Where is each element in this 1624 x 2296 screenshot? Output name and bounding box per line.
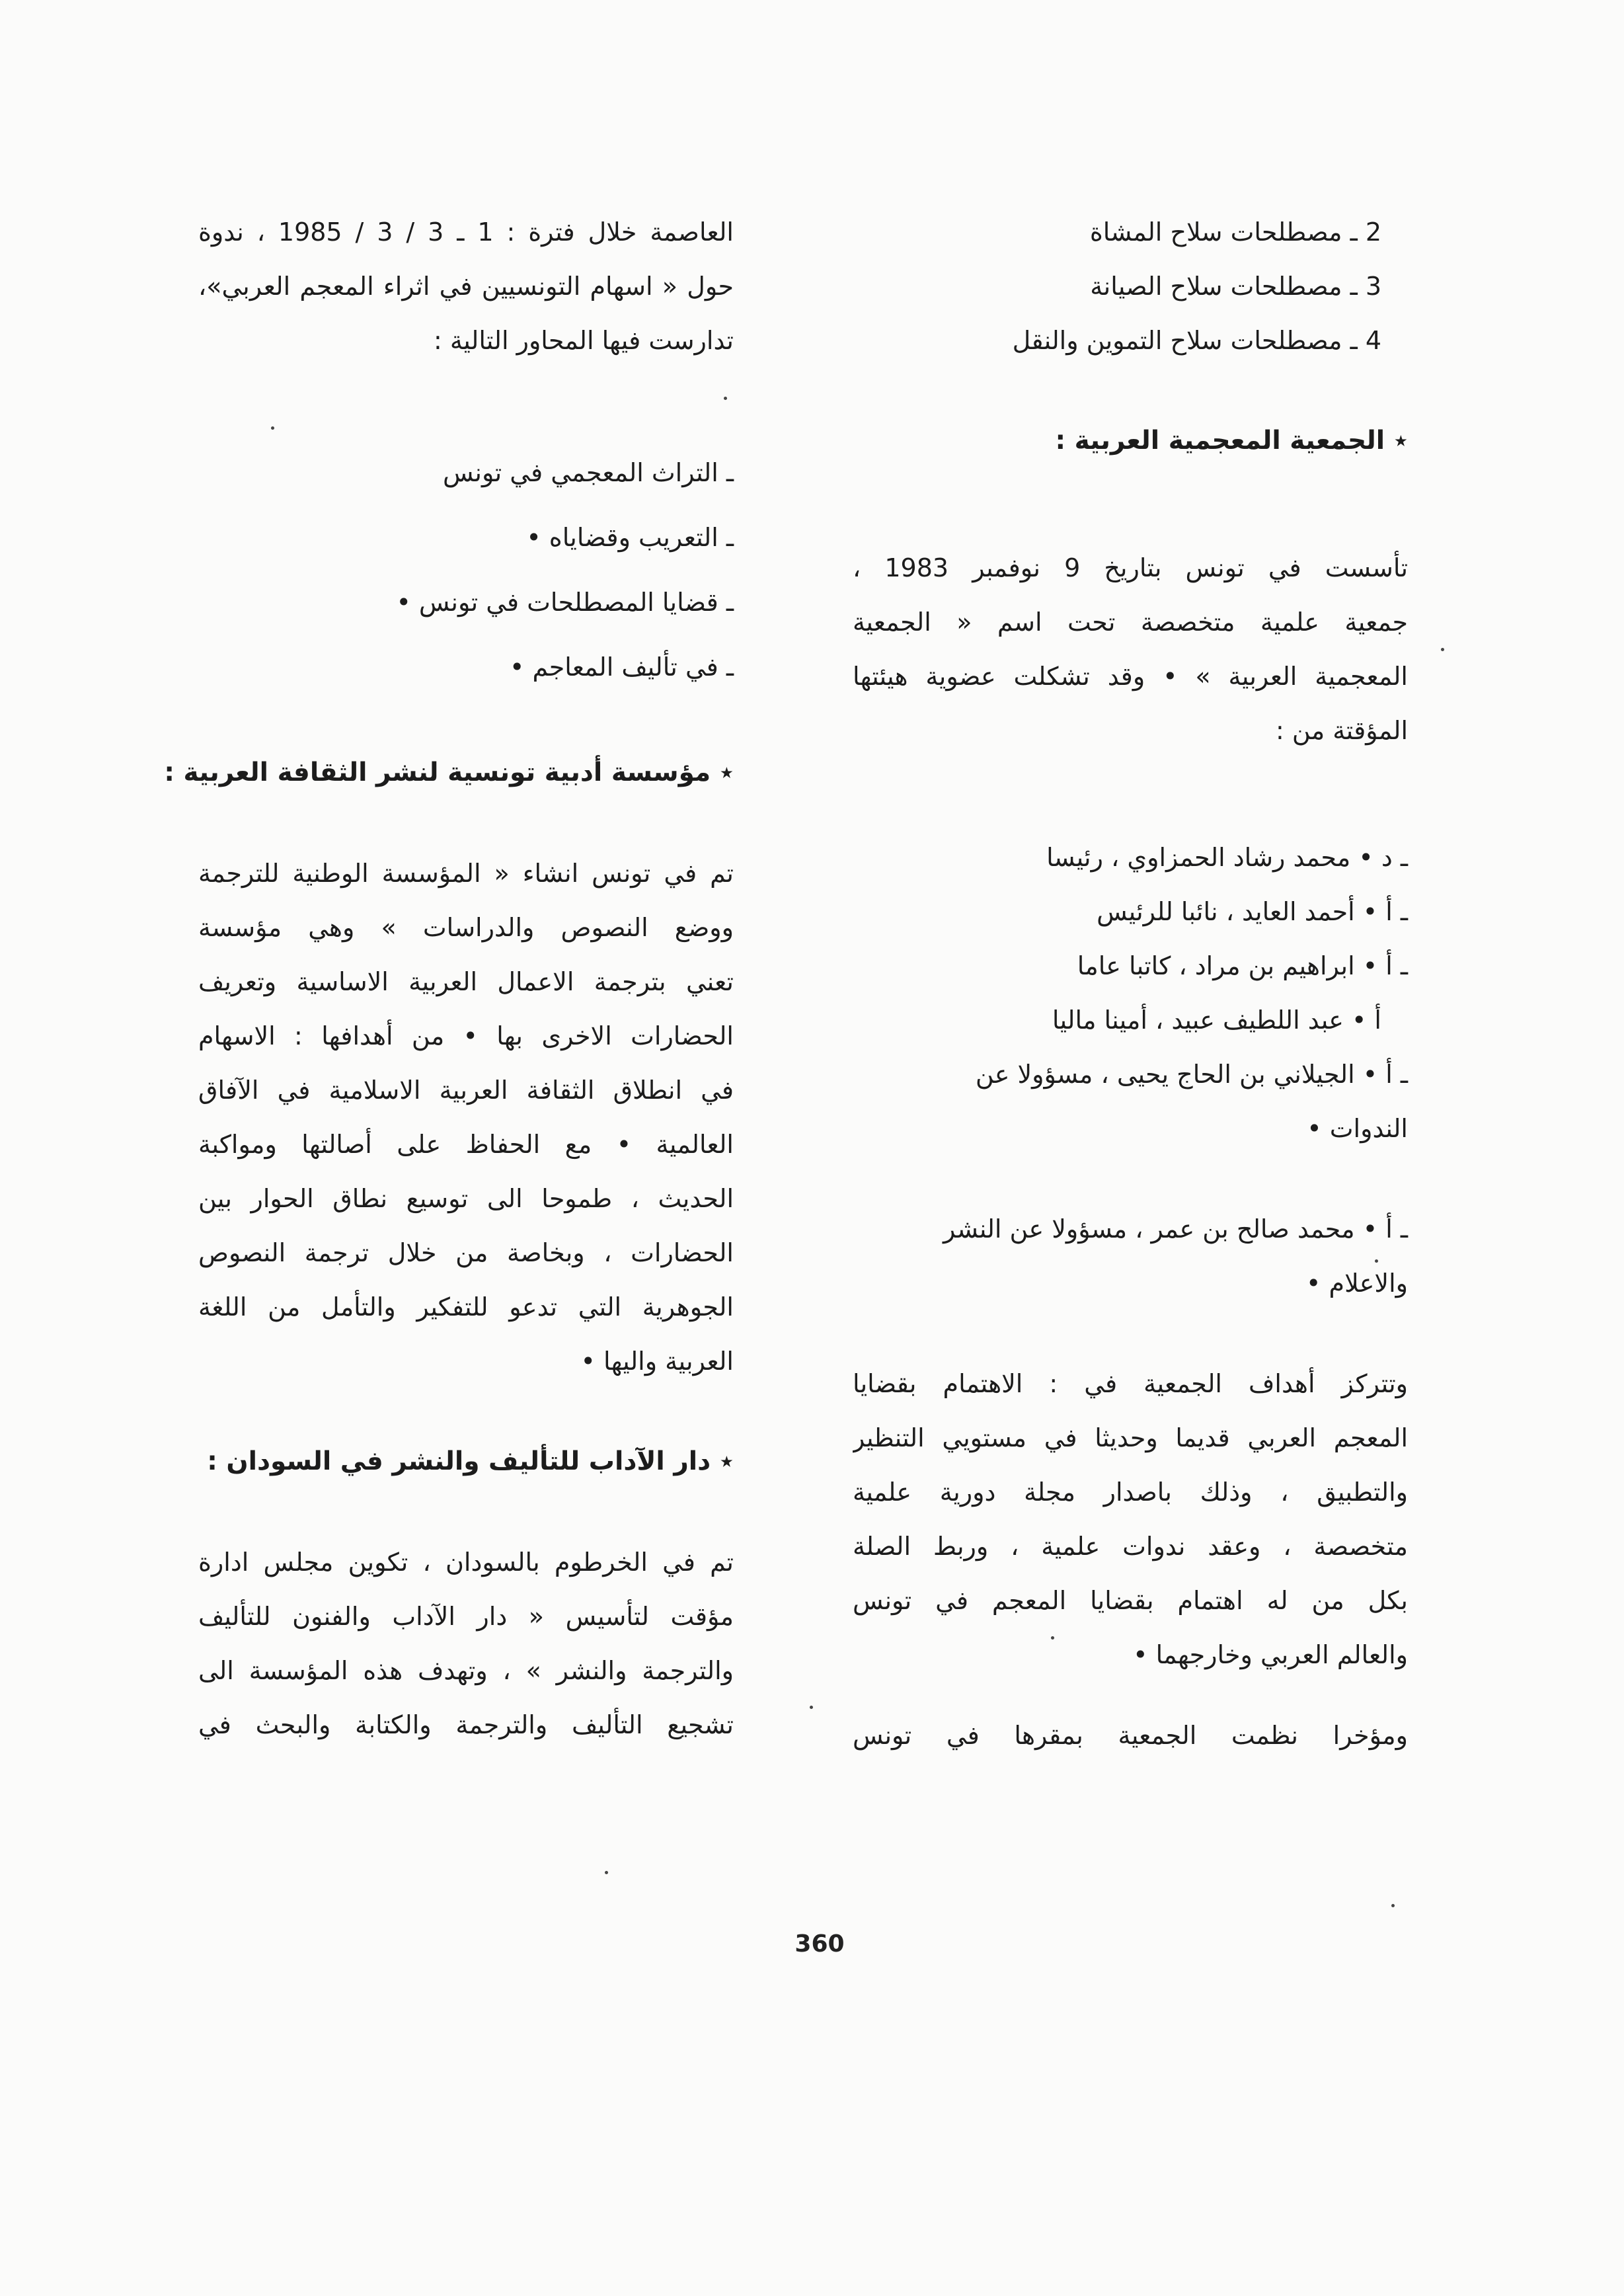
paragraph-closing — [853, 1708, 1408, 1762]
paragraph-line: تم في تونس انشاء « المؤسسة الوطنية للترجمة — [198, 859, 734, 888]
paragraph-line: ووضع النصوص والدراسات » وهي مؤسسة — [198, 913, 734, 942]
paragraph-line: بكل من له اهتمام بقضايا المعجم في تونس — [853, 1586, 1408, 1615]
scan-speck — [1051, 1636, 1054, 1640]
paragraph-line: العالمية • مع الحفاظ على أصالتها ومواكبة — [198, 1130, 734, 1159]
members-list — [853, 830, 1408, 1310]
page-number: 360 — [794, 1930, 845, 1958]
scan-speck — [1375, 1259, 1378, 1263]
paragraph-line: المؤقتة من : — [1276, 716, 1408, 745]
paragraph-line: الحديث ، طموحا الى توسيع نطاق الحوار بين — [198, 1184, 734, 1213]
paragraph-line: حول « اسهام التونسيين في اثراء المعجم العربي»، — [198, 272, 734, 301]
paragraph-line: متخصصة ، وعقد ندوات علمية ، وربط الصلة — [853, 1532, 1408, 1561]
axis-item: ـ التعريب وقضاياه • — [526, 523, 734, 552]
list-item: 3 ـ مصطلحات سلاح الصيانة — [1090, 272, 1381, 301]
axes-list — [198, 440, 734, 699]
paragraph-sudan — [198, 1535, 734, 1752]
paragraph-goals — [853, 1357, 1408, 1682]
member-item: أ • عبد اللطيف عبيد ، أمينا ماليا — [1052, 1006, 1381, 1035]
paragraph-line: والعالم العربي وخارجهما • — [1133, 1640, 1408, 1669]
paragraph-seminar — [198, 205, 734, 368]
axis-item: ـ التراث المعجمي في تونس — [442, 458, 734, 487]
paragraph-line: والترجمة والنشر » ، وتهدف هذه المؤسسة الى — [198, 1656, 734, 1685]
member-item: ـ أ • محمد صالح بن عمر ، مسؤولا عن النشر — [943, 1214, 1408, 1244]
paragraph-line: وتتركز أهداف الجمعية في : الاهتمام بقضايا — [853, 1369, 1408, 1398]
paragraph-line: تعني بترجمة الاعمال العربية الاساسية وتعريف — [198, 967, 734, 996]
scan-speck — [1391, 1904, 1395, 1907]
scan-speck — [605, 1871, 608, 1874]
section-heading-sudan-publishing-house: ٭ دار الآداب للتأليف والنشر في السودان : — [207, 1446, 734, 1476]
axis-item: ـ في تأليف المعاجم • — [509, 653, 734, 682]
paragraph-line: المعجمية العربية » • وقد تشكلت عضوية هيئتها — [853, 662, 1408, 691]
section-heading-tunisian-foundation: ٭ مؤسسة أدبية تونسية لنشر الثقافة العربية : — [164, 758, 734, 787]
left-column — [164, 205, 734, 1752]
paragraph-line: الحضارات ، وبخاصة من خلال ترجمة النصوص — [198, 1238, 734, 1267]
paragraph-line: العربية واليها • — [580, 1347, 734, 1376]
paragraph-line: الحضارات الاخرى بها • من أهدافها : الاسهام — [198, 1021, 734, 1050]
list-item: 2 ـ مصطلحات سلاح المشاة — [1089, 218, 1381, 247]
scan-speck — [810, 1706, 813, 1709]
paragraph-line: تشجيع التأليف والترجمة والكتابة والبحث في — [198, 1710, 734, 1739]
paragraph-line: تم في الخرطوم بالسودان ، تكوين مجلس ادارة — [198, 1548, 734, 1577]
section-heading-arabic-lexicographic-society: ٭ الجمعية المعجمية العربية : — [1055, 426, 1408, 455]
scan-speck — [271, 426, 274, 430]
scan-speck — [1441, 648, 1444, 651]
member-item: والاعلام • — [1306, 1269, 1408, 1298]
member-item: ـ أ • أحمد العايد ، نائبا للرئيس — [1097, 897, 1408, 926]
member-item: ـ أ • ابراهيم بن مراد ، كاتبا عاما — [1077, 951, 1408, 980]
paragraph-line: العاصمة خلال فترة : 1 ـ 3 / 3 / 1985 ، ندوة — [198, 218, 734, 247]
paragraph-line: الجوهرية التي تدعو للتفكير والتأمل من اللغة — [198, 1292, 734, 1322]
paragraph-line: تدارست فيها المحاور التالية : — [434, 326, 734, 355]
paragraph-line: في انطلاق الثقافة العربية الاسلامية في الآفاق — [198, 1076, 734, 1105]
paragraph-line: تأسست في تونس بتاريخ 9 نوفمبر 1983 ، — [853, 553, 1408, 582]
axis-item: ـ قضايا المصطلحات في تونس • — [396, 588, 734, 617]
paragraph-line: والتطبيق ، وذلك باصدار مجلة دورية علمية — [853, 1478, 1408, 1507]
paragraph-foundation — [198, 846, 734, 1388]
paragraph-line: المعجم العربي قديما وحديثا في مستويي التنظير — [853, 1423, 1408, 1452]
right-column — [853, 205, 1408, 1762]
paragraph-line: ومؤخرا نظمت الجمعية بمقرها في تونس — [853, 1721, 1408, 1750]
member-item: الندوات • — [1307, 1114, 1408, 1143]
paragraph-line: مؤقت لتأسيس « دار الآداب والفنون للتأليف — [198, 1602, 734, 1631]
paragraph-line: جمعية علمية متخصصة تحت اسم « الجمعية — [853, 608, 1408, 637]
list-item: 4 ـ مصطلحات سلاح التموين والنقل — [1012, 326, 1381, 355]
member-item: ـ د • محمد رشاد الحمزاوي ، رئيسا — [1046, 843, 1408, 872]
list-top — [853, 205, 1408, 368]
scan-speck — [724, 397, 727, 400]
member-item: ـ أ • الجيلاني بن الحاج يحيى ، مسؤولا عن — [975, 1060, 1408, 1089]
paragraph-founding — [853, 541, 1408, 758]
